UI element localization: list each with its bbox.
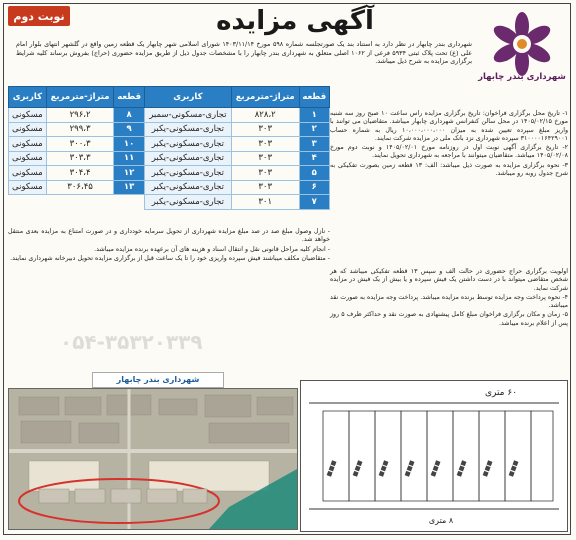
terms-left-column — [8, 228, 330, 264]
table-row — [9, 166, 330, 181]
usage-cell: تجاری-مسکونی-یکبر — [144, 180, 231, 195]
auction-table — [8, 86, 330, 210]
usage-cell: تجاری-مسکونی-یکبر — [144, 137, 231, 152]
usage-cell: تجاری-مسکونی-یکبر — [144, 195, 231, 210]
table-row — [9, 137, 330, 152]
term-paragraph: ۲- تاریخ برگزاری آگهی نوبت اول در روزنامه مورخ ۱۴۰۵/۰۲/۰۱ و نوبت دوم مورخ ۱۴۰۵/۰۲/۰۸ میباشد. متقاضیان میتوانند با مراجعه به شهرداری تحویل نمایند. — [330, 144, 568, 160]
plot-label: ■■■ — [403, 459, 416, 478]
terms-right-column — [330, 110, 568, 179]
road-label-bottom: ۸ متری — [428, 516, 454, 525]
area-cell: ۳۰۳ — [231, 151, 299, 166]
plot-number-cell: ۷ — [299, 195, 329, 210]
col-header: متراژ-مترمربع — [46, 87, 114, 108]
aerial-map — [8, 388, 298, 530]
term-paragraph: ۴- نحوه پرداخت وجه مزایده توسط برنده مزایده میباشد. پرداخت وجه مزایده به صورت نقد میباشد. — [330, 293, 568, 310]
usage-cell: مسکونی — [9, 137, 47, 152]
usage-cell: تجاری-مسکونی-یکبر — [144, 151, 231, 166]
area-cell: ۳۰۰،۳ — [46, 137, 114, 152]
plot-number-cell: ۳ — [299, 137, 329, 152]
usage-cell: مسکونی — [9, 166, 47, 181]
term-paragraph: - متقاضیان مکلف میباشند فیش سپرده واریزی خود را تا یک ساعت قبل از برگزاری مزایده تحویل دبیرخانه شهرداری نمایند. — [10, 254, 330, 262]
intro-paragraph: شهرداری بندر چابهار در نظر دارد به استناد بند یک صورتجلسه شماره ۵۹۸ مورخ ۱۴۰۳/۱۱/۱۴ شورای اسلامی شهر چابهار یک قطعه زمین واقع در گلشهر انتهای بلوار امام علی (ع) تحت پلاک ثبتی ۵۹۳۴ فرعی از ۱۰۶۲ اصلی متعلق به شهرداری بندر چابهار را با مشخصات جدول ذیل از طریق مزایده حضوری (حراج) بفروش برساند کلیه شرایط برگزاری مزایده به شرح ذیل میباشد. — [16, 40, 473, 66]
plot-label: ■■■ — [351, 459, 364, 478]
municipality-logo-icon — [476, 10, 568, 102]
area-cell: ۳۰۱ — [231, 195, 299, 210]
area-cell: ۳۰۳ — [231, 137, 299, 152]
plot-map — [300, 380, 568, 532]
area-cell: ۸۲۸،۲ — [231, 108, 299, 123]
table-row — [9, 122, 330, 137]
usage-cell: تجاری-مسکونی-یکبر — [144, 122, 231, 137]
plot-number-cell: ۴ — [299, 151, 329, 166]
term-paragraph: - انجام کلیه مراحل قانونی نقل و انتقال اسناد و هزینه های آن برعهده برنده مزایده میباشد. — [94, 245, 330, 253]
plot-label: ■■■ — [481, 459, 494, 478]
plot-number-cell: ۸ — [114, 108, 144, 123]
plot-number-cell: ۹ — [114, 122, 144, 137]
area-cell: ۳۰۳ — [231, 122, 299, 137]
col-header: قطعه — [114, 87, 144, 108]
plot-number-cell — [114, 195, 144, 210]
area-cell: ۲۹۹،۳ — [46, 122, 114, 137]
table-row — [9, 108, 330, 123]
usage-cell: مسکونی — [9, 180, 47, 195]
plot-number-cell: ۱۱ — [114, 151, 144, 166]
table-row — [9, 195, 330, 210]
area-cell: ۳۰۴،۴ — [46, 166, 114, 181]
plot-number-cell: ۲ — [299, 122, 329, 137]
area-cell: ۳۰۳ — [231, 166, 299, 181]
usage-cell: مسکونی — [9, 151, 47, 166]
logo-caption: شهرداری بندر چابهار — [478, 72, 566, 82]
usage-cell: تجاری-مسکونی-یکبر — [144, 166, 231, 181]
notice-title: آگهی مزایده — [216, 6, 374, 36]
usage-cell: مسکونی — [9, 122, 47, 137]
area-cell: ۳۰۶،۴۵ — [46, 180, 114, 195]
term-paragraph: - نازل وصول مبلغ صد در صد مبلغ مزایده شهرداری از تحویل سرمایه خودداری و در صورت امتناع به مزایده بعدی منتقل خواهد شد. — [8, 228, 330, 244]
col-header: کاربری — [144, 87, 231, 108]
round-badge: نوبت دوم — [8, 6, 70, 26]
plot-label: ■■■ — [455, 459, 468, 478]
col-header: کاربری — [9, 87, 47, 108]
area-cell: ۳۰۳،۳ — [46, 151, 114, 166]
col-header: قطعه — [299, 87, 329, 108]
plot-label: ■■■ — [507, 459, 520, 478]
road-label-top: ۶۰ متری — [484, 388, 518, 398]
term-paragraph: ۱- تاریخ محل برگزاری فراخوان: تاریخ برگزاری مزایده راس ساعت ۱۰ صبح روز سه شنبه مورخ ۱۴۰۵/۰۲/۱۵ در محل سالن کنفرانس شهرداری چابهار میباشد. متقاضیان می توانند با واریز مبلغ سپرده تعیین شده به میزان ۱۰،۰۰۰،۰۰۰،۰۰۰ ریال به شماره حساب ۳۱۰۰۰۰۱۶۴۲۹۰۰۱ سپرده شهرداری نزد بانک ملی در مزایده شرکت نمایند. — [330, 110, 569, 142]
plot-number-cell: ۱۰ — [114, 137, 144, 152]
plot-number-cell: ۶ — [299, 180, 329, 195]
plot-number-cell: ۱۲ — [114, 166, 144, 181]
plot-number-cell: ۱ — [299, 108, 329, 123]
term-paragraph: اولویت برگزاری حراج حضوری در حالت الف و سپس ۱۳ قطعه تفکیکی میباشد که هر شخص متقاضی میتواند با در دست داشتن یک فیش سپرده و یا بیش از یک فیش در مزایده شرکت نماید. — [330, 268, 569, 292]
area-cell: ۳۰۳ — [231, 180, 299, 195]
area-cell: ۲۹۶،۲ — [46, 108, 114, 123]
phone-watermark: ۰۵۴-۳۵۳۲۰۳۳۹ — [60, 330, 203, 354]
table-row — [9, 151, 330, 166]
col-header: متراژ-مترمربع — [231, 87, 299, 108]
table-header-row — [9, 87, 330, 108]
usage-cell — [9, 195, 47, 210]
usage-cell: تجاری-مسکونی-سمبر — [144, 108, 231, 123]
intro-text — [16, 40, 472, 66]
plot-label: ■■■ — [429, 459, 442, 478]
table-row — [9, 180, 330, 195]
plot-number-cell: ۵ — [299, 166, 329, 181]
term-paragraph: ۳- نحوه برگزاری مزایده به صورت ذیل میباشد: الف: ۱۳ قطعه زمین بصورت تفکیکی به شرح جدول روبه رو میباشد. — [330, 161, 568, 178]
plot-number-cell: ۱۳ — [114, 180, 144, 195]
map-caption: شهرداری بندر چابهار — [92, 372, 224, 388]
plot-label: ■■■ — [325, 459, 338, 478]
area-cell — [46, 195, 114, 210]
usage-cell: مسکونی — [9, 108, 47, 123]
term-paragraph: ۵- زمان و مکان برگزاری فراخوان مبلغ کامل پیشنهادی به صورت نقد و حداکثر ظرف ۵ روز پس از اعلام برنده میباشد. — [330, 311, 568, 327]
terms-right-lower-column — [330, 268, 568, 329]
plot-label: ■■■ — [377, 459, 390, 478]
